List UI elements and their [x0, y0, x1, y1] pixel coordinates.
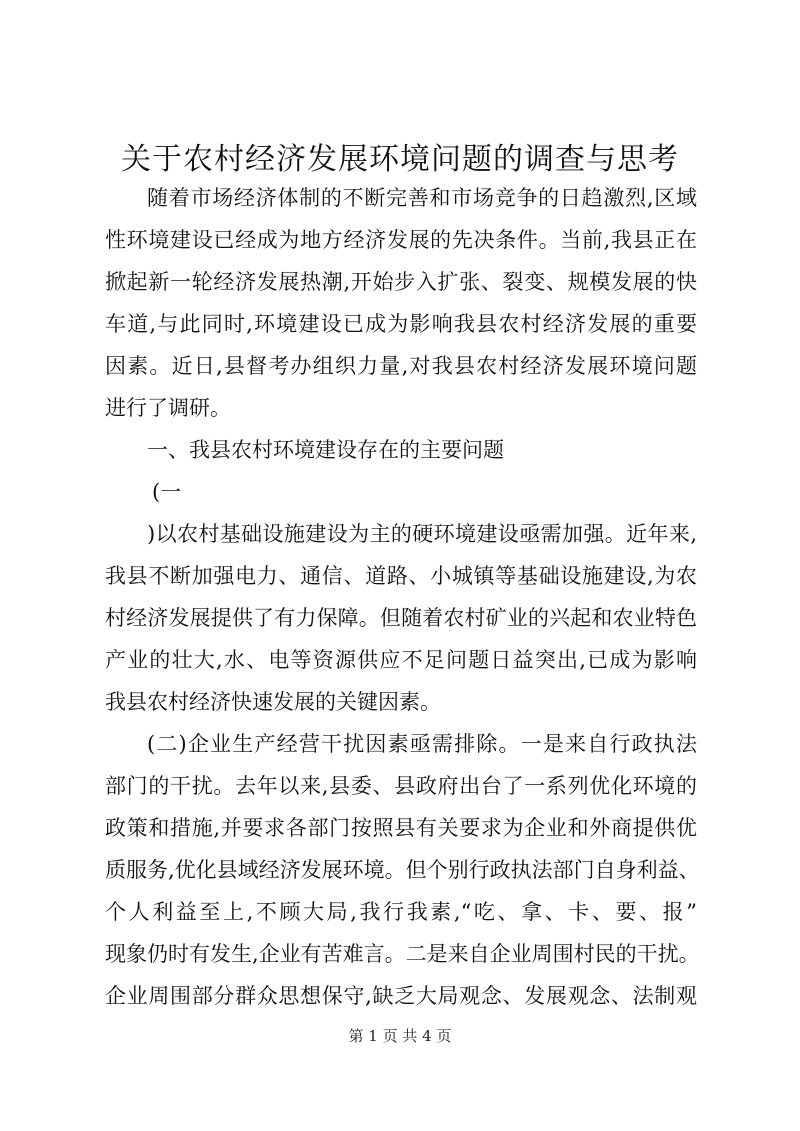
paragraph-line: 政策和措施,并要求各部门按照县有关要求为企业和外商提供优: [105, 816, 697, 840]
paragraph-line: 性环境建设已经成为地方经济发展的先决条件。当前,我县正在: [105, 228, 697, 252]
paragraph-line: 村经济发展提供了有力保障。但随着农村矿业的兴起和农业特色: [105, 606, 697, 630]
paragraph-line: 质服务,优化县域经济发展环境。但个别行政执法部门自身利益、: [105, 858, 700, 882]
paragraph-line: 产业的壮大,水、电等资源供应不足问题日益突出,已成为影响: [105, 648, 697, 672]
paragraph-line: 个人利益至上,不顾大局,我行我素,“吃、拿、卡、要、报”: [105, 900, 697, 924]
paragraph-line: 部门的干扰。去年以来,县委、县政府出台了一系列优化环境的: [105, 774, 697, 798]
paragraph-line: 进行了调研。: [105, 396, 231, 420]
paragraph-line: 企业周围部分群众思想保守,缺乏大局观念、发展观念、法制观: [105, 984, 697, 1008]
paragraph-line: 我县不断加强电力、通信、道路、小城镇等基础设施建设,为农: [105, 564, 697, 588]
document-title: 关于农村经济发展环境问题的调查与思考: [121, 142, 679, 177]
section-heading: 一、我县农村环境建设存在的主要问题: [147, 438, 504, 462]
paragraph-line: 车道,与此同时,环境建设已成为影响我县农村经济发展的重要: [105, 312, 697, 336]
paragraph-line: )以农村基础设施建设为主的硬环境建设亟需加强。近年来,: [147, 522, 697, 546]
paragraph-line: 因素。近日,县督考办组织力量,对我县农村经济发展环境问题: [105, 354, 697, 378]
paragraph-line: (二)企业生产经营干扰因素亟需排除。一是来自行政执法: [147, 732, 697, 756]
paragraph-line: 掀起新一轮经济发展热潮,开始步入扩张、裂变、规模发展的快: [105, 270, 697, 294]
paragraph-line: 现象仍时有发生,企业有苦难言。二是来自企业周围村民的干扰。: [105, 942, 700, 966]
paragraph-line: 我县农村经济快速发展的关键因素。: [105, 690, 441, 714]
subsection-number: (一: [152, 480, 182, 504]
page-footer: 第 1 页 共 4 页: [348, 1027, 452, 1045]
paragraph-line: 随着市场经济体制的不断完善和市场竞争的日趋激烈,区域: [147, 186, 697, 210]
